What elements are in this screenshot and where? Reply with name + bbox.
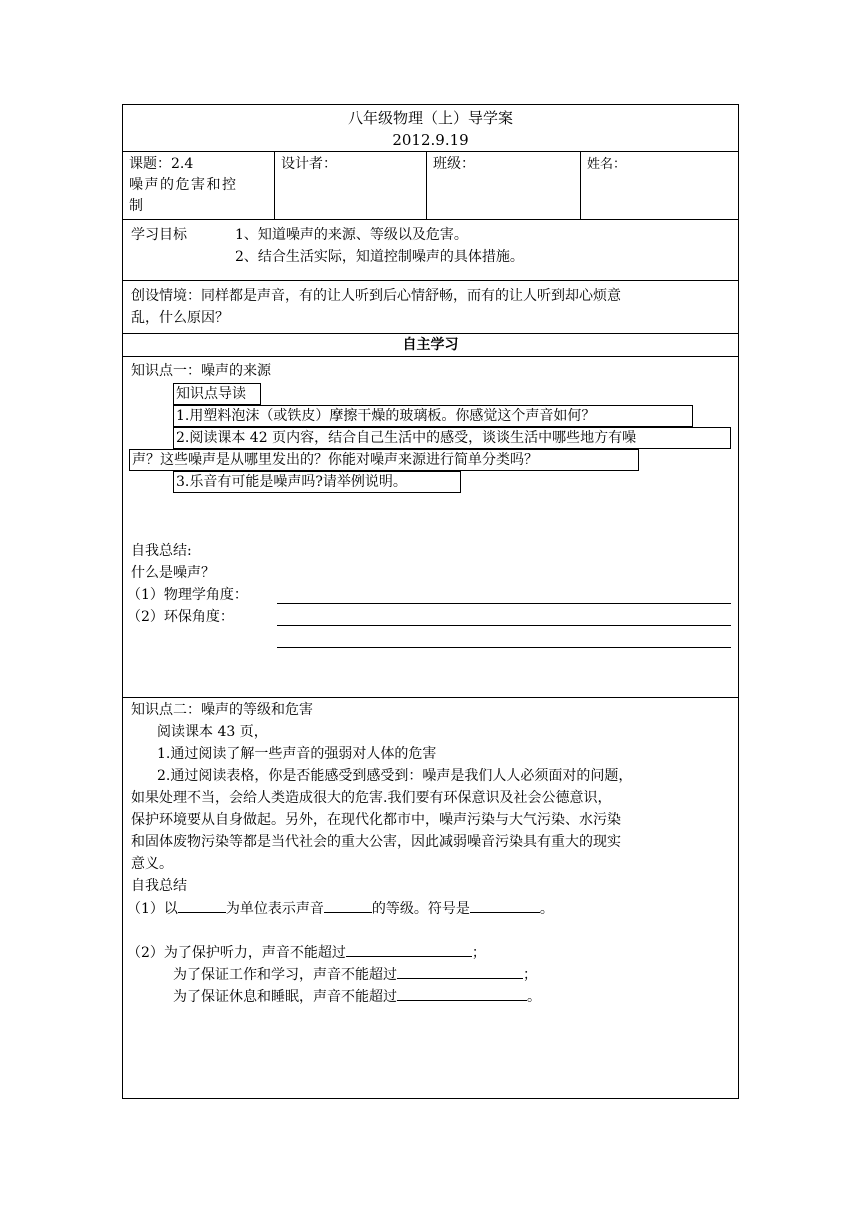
k1-question-1: 1.用塑料泡沫（或铁皮）摩擦干燥的玻璃板。你感觉这个声音如何？ [173,405,693,427]
k2-paragraph-line-1: 2.通过阅读表格，你是否能感受到感受到：噪声是我们人人必须面对的问题， [157,768,633,784]
class-label: 班级： [433,156,475,172]
k2-s2-end: ； [471,945,486,961]
topic-line-1: 课题：2.4 [129,156,194,172]
k2-point-1: 1.通过阅读了解一些声音的强弱对人体的危害 [157,746,437,762]
k2-title: 知识点二：噪声的等级和危害 [131,702,313,718]
k2-s3-blank[interactable] [397,964,523,979]
k2-s1-text-c: 的等级。符号是 [371,901,470,917]
knowledge-point-1 [123,357,739,698]
topic-cell [123,152,275,220]
k2-s1-blank-property[interactable] [324,898,372,913]
knowledge-point-2 [123,698,739,1099]
goals-label: 学习目标 [131,227,187,243]
scenario-cell [123,281,739,334]
goal-item-1: 1、知道噪声的来源、等级以及危害。 [235,227,468,243]
k2-paragraph-line-5: 意义。 [131,856,173,872]
name-label: 姓名： [587,157,627,172]
k1-summary-label: 自我总结: [131,543,192,559]
k2-s4-text: 为了保证休息和睡眠，声音不能超过 [173,989,397,1005]
page-title: 八年级物理（上）导学案 [348,109,514,127]
k2-s2-text: （2）为了保护听力，声音不能超过 [127,945,346,961]
k1-what-is-noise: 什么是噪声？ [131,565,215,581]
k2-summary-2 [127,942,486,963]
k2-s4-blank[interactable] [397,986,527,1001]
k1-environment-answer-line-1[interactable] [277,625,731,626]
page-date: 2012.9.19 [392,131,469,149]
k1-question-2-line-2: 声？这些噪声是从哪里发出的？你能对噪声来源进行简单分类吗？ [129,449,639,471]
k2-s4-end: 。 [527,989,541,1005]
scenario-line-2: 乱，什么原因？ [131,310,229,326]
k2-s3-text: 为了保证工作和学习，声音不能超过 [173,967,397,983]
topic-line-3: 制 [129,198,143,214]
goals-cell [123,220,739,281]
k2-s1-text-a: （1）以 [127,901,178,917]
k1-physics-angle: （1）物理学角度： [127,587,248,603]
k1-question-3: 3.乐音有可能是噪声吗?请举例说明。 [173,471,461,493]
k2-paragraph-line-4: 和固体废物污染等都是当代社会的重大公害，因此减弱噪音污染具有重大的现实 [131,834,621,850]
k2-s1-text-b: 为单位表示声音 [225,901,324,917]
k2-s3-end: ； [523,967,537,983]
k2-read: 阅读课本 43 页， [157,724,268,740]
worksheet-table [122,104,739,1099]
k2-s1-blank-unit[interactable] [178,898,226,913]
worksheet [122,104,738,1099]
goal-item-2: 2、结合生活实际，知道控制噪声的具体措施。 [235,249,524,265]
title-cell [123,105,739,152]
k1-question-2-line-1: 2.阅读课本 42 页内容，结合自己生活中的感受，谈谈生活中哪些地方有噪 [173,427,731,449]
k2-paragraph-line-3: 保护环境要从自身做起。另外，在现代化都市中，噪声污染与大气污染、水污染 [131,812,621,828]
k1-guide-box: 知识点导读 [173,383,261,405]
k1-environment-answer-line-2[interactable] [277,647,731,648]
k2-summary-3 [173,964,537,985]
topic-line-2: 噪声的危害和控 [129,177,238,193]
k2-summary-4 [173,986,541,1007]
k2-paragraph-line-2: 如果处理不当，会给人类造成很大的危害.我们要有环保意识及社会公德意识， [131,790,612,806]
class-cell [427,152,581,220]
k2-summary-1 [127,898,554,919]
k1-physics-answer-line[interactable] [277,603,731,604]
designer-cell [275,152,427,220]
k2-s2-blank[interactable] [346,942,472,957]
k2-s1-blank-symbol[interactable] [470,898,540,913]
k1-title: 知识点一：噪声的来源 [131,363,271,379]
name-cell [581,152,739,220]
k1-environment-angle: （2）环保角度： [127,609,234,625]
scenario-line-1: 创设情境：同样都是声音，有的让人听到后心情舒畅，而有的让人听到却心烦意 [131,288,621,304]
k2-s1-text-d: 。 [539,901,554,917]
k2-summary-label: 自我总结 [131,878,187,894]
designer-label: 设计者： [281,156,337,172]
section-title: 自主学习 [123,334,739,357]
